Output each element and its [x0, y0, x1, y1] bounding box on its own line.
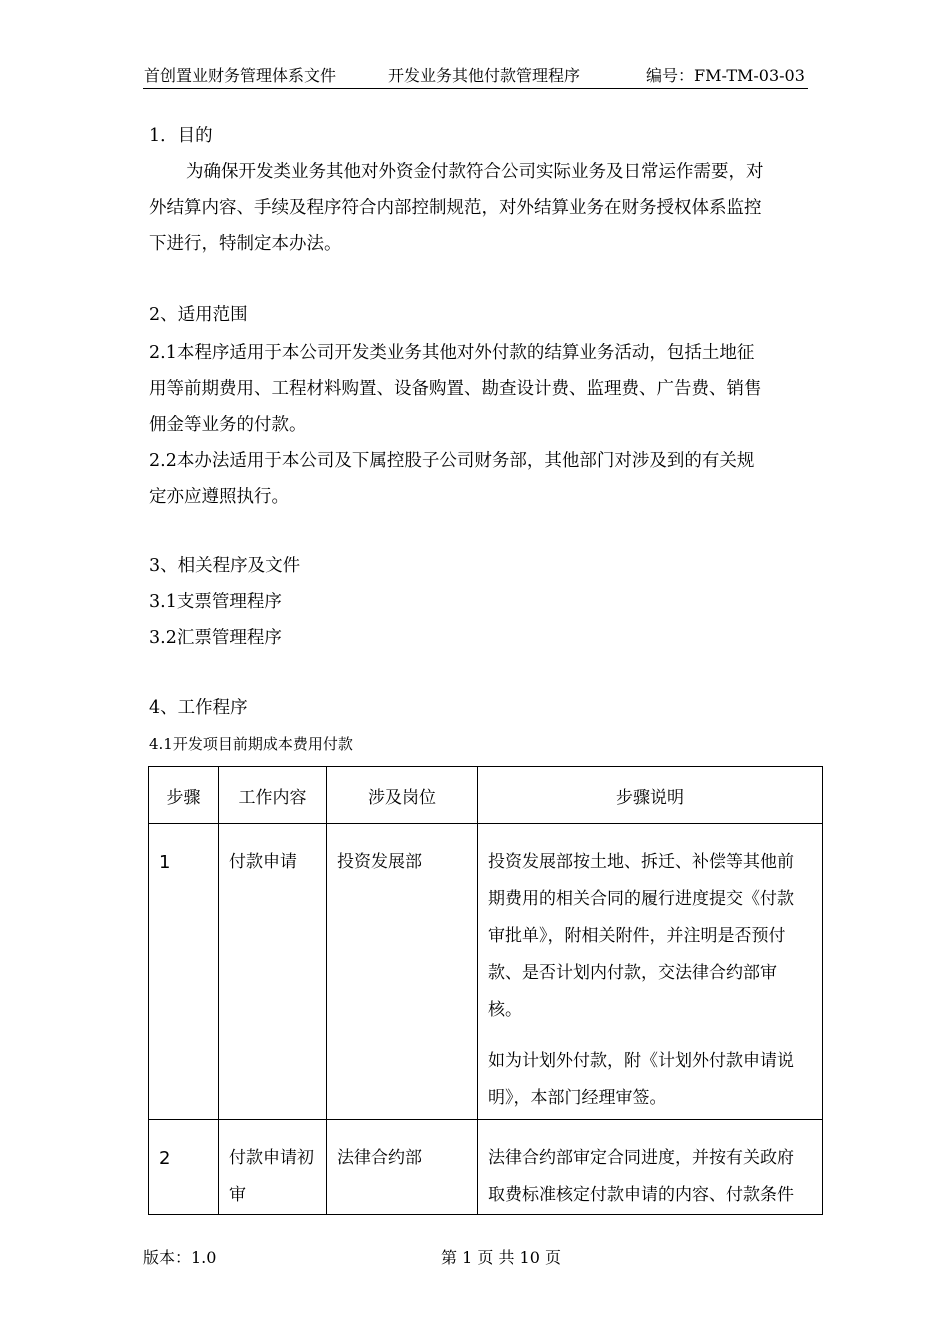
table-header-cell: 涉及岗位: [327, 767, 478, 824]
role-cell: [327, 824, 478, 1120]
section-2-1-text: 2.1本程序适用于本公司开发类业务其他对外付款的结算业务活动，包括土地征: [149, 343, 755, 363]
section-1-paragraph: 下进行，特制定本办法。: [149, 234, 342, 254]
section-2-1-text: 佣金等业务的付款。: [149, 415, 307, 435]
table-header-row: [149, 767, 823, 824]
step-description-cell: [478, 824, 823, 1120]
header-doc-number: 编号：FM-TM-03-03: [646, 66, 805, 85]
section-1-paragraph: 为确保开发类业务其他对外资金付款符合公司实际业务及日常运作需要，对: [186, 162, 764, 182]
section-2-1-text: 用等前期费用、工程材料购置、设备购置、勘查设计费、监理费、广告费、销售: [149, 379, 762, 399]
section-3-title: 3、相关程序及文件: [149, 556, 301, 576]
work-content-cell: [219, 1120, 327, 1215]
table-header-cell: 步骤: [149, 767, 219, 824]
header-divider: [143, 88, 808, 89]
header-company-doc: 首创置业财务管理体系文件: [144, 66, 337, 85]
step-number: 2: [159, 1148, 171, 1169]
role-cell: [327, 1120, 478, 1215]
section-3-1-text: 3.1支票管理程序: [149, 592, 282, 612]
description-line: 款、是否计划内付款，交法律合约部审: [488, 963, 777, 983]
work-content: 付款申请: [229, 852, 297, 872]
section-2-title: 2、适用范围: [149, 305, 248, 325]
table-row: [149, 1120, 823, 1215]
work-content-line: 审: [229, 1185, 246, 1205]
section-4-1-title: 4.1开发项目前期成本费用付款: [149, 735, 353, 753]
step-number-cell: [149, 824, 219, 1120]
table-header-cell: 工作内容: [219, 767, 327, 824]
description-line: 核。: [488, 1000, 522, 1020]
step-description-paragraph: [488, 1043, 822, 1117]
step-description-paragraph: [488, 844, 822, 1029]
work-content: [219, 1120, 326, 1214]
description-line: 法律合约部审定合同进度，并按有关政府: [488, 1148, 794, 1168]
step-number-cell: [149, 1120, 219, 1215]
table-header-cell: 步骤说明: [478, 767, 823, 824]
footer-page-number: 第 1 页 共 10 页: [441, 1248, 561, 1267]
header-doc-title: 开发业务其他付款管理程序: [388, 66, 581, 85]
description-line: 投资发展部按土地、拆迁、补偿等其他前: [488, 852, 794, 872]
procedure-table: [148, 766, 823, 1215]
description-line: 如为计划外付款，附《计划外付款申请说: [488, 1051, 794, 1071]
section-4-title: 4、工作程序: [149, 698, 248, 718]
footer-version: 版本：1.0: [143, 1248, 217, 1267]
work-content-cell: [219, 824, 327, 1120]
description-line: 审批单》，附相关附件，并注明是否预付: [488, 926, 786, 946]
section-1-title: 1．目的: [149, 126, 213, 146]
work-content-line: 付款申请初: [229, 1148, 314, 1168]
section-2-2-text: 2.2本办法适用于本公司及下属控股子公司财务部，其他部门对涉及到的有关规: [149, 451, 755, 471]
section-2-2-text: 定亦应遵照执行。: [149, 487, 289, 507]
step-description-paragraph: [488, 1140, 822, 1214]
step-number: 1: [159, 852, 171, 873]
section-1-paragraph: 外结算内容、手续及程序符合内部控制规范，对外结算业务在财务授权体系监控: [149, 198, 762, 218]
description-line: 取费标准核定付款申请的内容、付款条件: [488, 1185, 794, 1205]
step-description-cell: [478, 1120, 823, 1215]
description-line: 期费用的相关合同的履行进度提交《付款: [488, 889, 794, 909]
table-row: [149, 824, 823, 1120]
role: 投资发展部: [337, 852, 422, 872]
role: 法律合约部: [337, 1148, 422, 1168]
description-line: 明》，本部门经理审签。: [488, 1088, 667, 1108]
section-3-2-text: 3.2汇票管理程序: [149, 628, 282, 648]
